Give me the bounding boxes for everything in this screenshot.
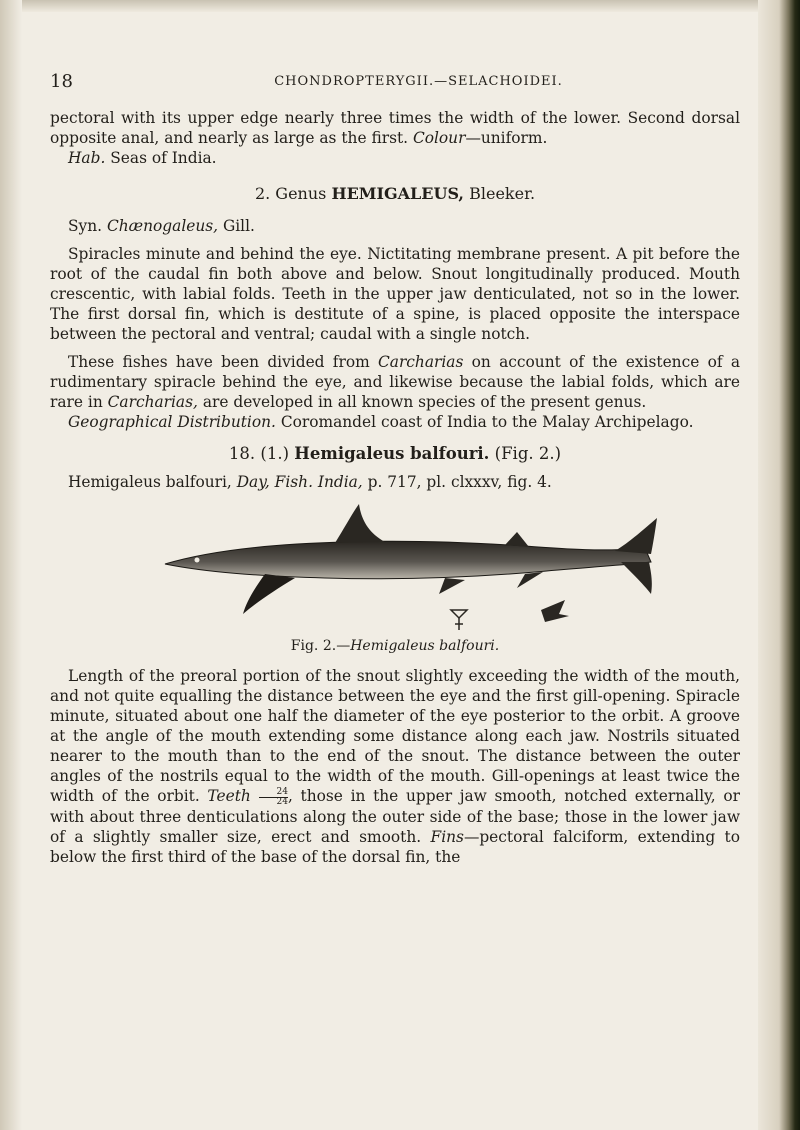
fins-text: —pectoral falciform, extending to below the first third of the base of the dorsal fin, the — [50, 827, 740, 866]
distribution-text: Coromandel coast of India to the Malay Archipelago. — [280, 413, 694, 431]
figure-caption — [50, 636, 740, 656]
species-description — [50, 666, 740, 867]
genus-heading — [50, 184, 740, 204]
page-header — [50, 70, 740, 94]
shark-second-dorsal-fin — [505, 532, 529, 547]
synonym-author: Gill. — [222, 217, 255, 235]
synonym-label: Syn. — [68, 217, 103, 235]
figure-2 — [50, 502, 740, 632]
shark-ventral-fin — [439, 578, 465, 594]
distribution-paragraph — [50, 412, 740, 432]
genus-name: HEMIGALEUS, — [331, 184, 464, 203]
teeth-formula-lower: 24 — [276, 796, 288, 807]
colour-label: Colour — [412, 129, 466, 147]
teeth-formula-upper: 24 — [259, 788, 288, 798]
genus-prefix: 2. Genus — [254, 184, 327, 203]
shark-tooth-detail — [455, 618, 463, 630]
species-name: Hemigaleus balfouri. — [294, 444, 490, 463]
colour-value: —uniform. — [465, 129, 548, 147]
intro-text: pectoral with its upper edge nearly three times the width of the lower. Second dorsal opposite anal, and nearly as large as the first. — [50, 109, 740, 147]
remarks-part2: on account of the existence of a rudimentary spiracle behind the eye, and likewise because the labial folds, which are rare in — [50, 353, 740, 411]
genus-description: Spiracles minute and behind the eye. Nictitating membrane present. A pit before the root of the caudal fin both above and below. Snout longitudinally produced. Mouth crescentic, with labial folds. Teeth in the upper jaw denticulated, not so in the lower. The first dorsal fin, which is destitute of a spine, is placed opposite the interspace between the pectoral and ventral; caudal with a single notch. — [50, 245, 740, 343]
remarks-genus2: Carcharias, — [107, 393, 198, 411]
teeth-text: , those in the upper jaw smooth, notched externally, or with about three denticulations along the outer side of the base; those in the lower jaw of a slightly smaller size, erect and smooth. — [50, 787, 740, 846]
remarks-part1: These fishes have been divided from — [68, 353, 370, 371]
hab-label: Hab. — [68, 149, 106, 167]
page-left-edge — [0, 0, 22, 1130]
reference-source: Day, Fish. India, — [236, 473, 363, 491]
teeth-label: Teeth — [207, 787, 251, 805]
running-title: CHONDROPTERYGII.—SELACHOIDEI. — [274, 74, 563, 89]
remarks-genus1: Carcharias — [378, 353, 464, 371]
shark-body — [165, 541, 651, 579]
book-page — [50, 70, 740, 867]
teeth-formula — [259, 788, 288, 807]
species-description-text: Length of the preoral portion of the snout slightly exceeding the width of the mouth, and not quite equalling the distance between the eye and the first gill-opening. Spiracle minute, situated about one half the diameter of the eye posterior to the orbit. A groove at the angle of the mouth extending some distance along each jaw. Nostrils situated nearer to the mouth than to the end of the snout. The distance between the outer angles of the nostrils equal to the width of the mouth. Gill-openings at least twice the width of the orbit. — [50, 667, 740, 805]
intro-paragraph — [50, 108, 740, 148]
shark-first-dorsal-fin — [335, 504, 385, 543]
shark-illustration-icon — [145, 502, 665, 632]
remarks-paragraph — [50, 352, 740, 412]
habitat-line — [50, 148, 740, 168]
shark-anal-fin — [517, 572, 543, 588]
book-spine-edge — [758, 0, 800, 1130]
distribution-label: Geographical Distribution. — [68, 413, 276, 431]
reference-details: p. 717, pl. clxxxv, fig. 4. — [367, 473, 552, 491]
fins-label: Fins — [430, 827, 464, 846]
reference-name: Hemigaleus balfouri, — [68, 473, 232, 491]
shark-eye — [195, 558, 200, 563]
page-top-edge — [0, 0, 800, 12]
shark-mouth-detail — [451, 610, 467, 618]
species-reference — [50, 472, 740, 492]
species-fig-ref: (Fig. 2.) — [494, 444, 562, 463]
shark-caudal-fin-lower — [621, 562, 652, 594]
shark-pectoral-fin — [243, 574, 295, 614]
caption-name: Hemigaleus balfouri. — [350, 638, 500, 654]
page-number: 18 — [50, 71, 73, 92]
shark-caudal-detail — [541, 600, 569, 622]
species-heading — [50, 444, 740, 464]
remarks-part3: are developed in all known species of the present genus. — [202, 393, 647, 411]
synonym-line — [50, 216, 740, 236]
hab-value: Seas of India. — [110, 149, 217, 167]
synonym-name: Chænogaleus, — [106, 217, 219, 235]
genus-author: Bleeker. — [469, 184, 536, 203]
species-number: 18. (1.) — [228, 444, 290, 463]
caption-prefix: Fig. 2.— — [290, 638, 351, 654]
shark-caudal-fin-upper — [615, 518, 657, 554]
